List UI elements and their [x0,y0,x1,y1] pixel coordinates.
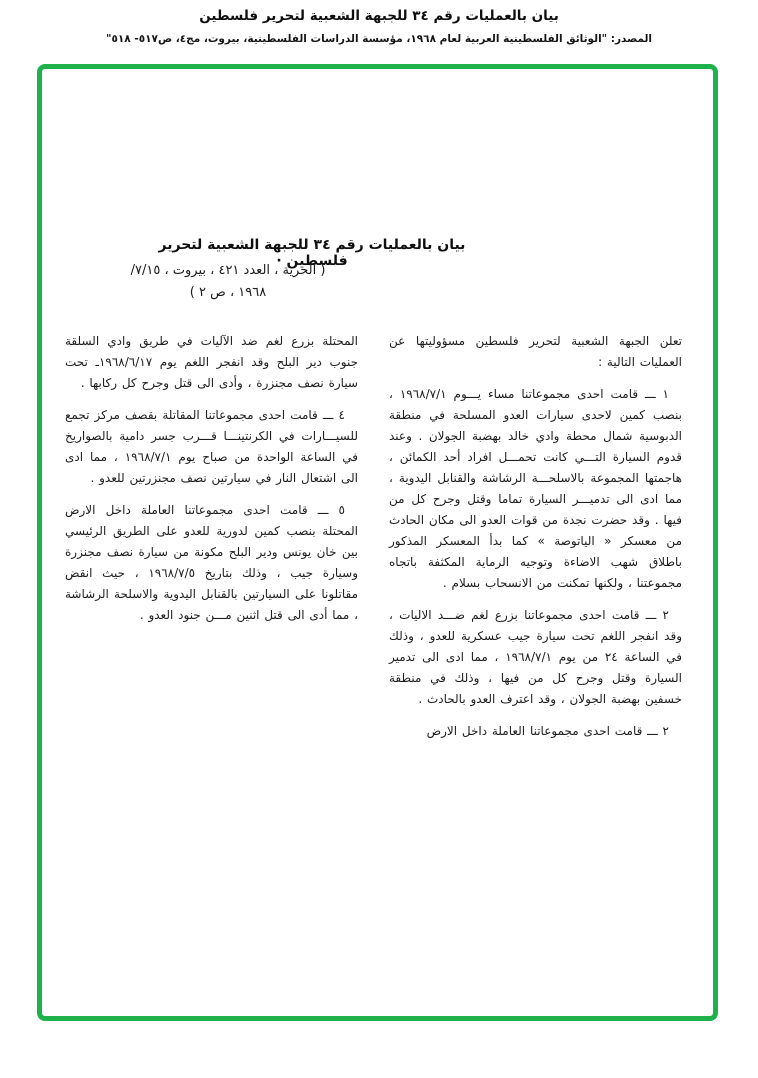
operation-item-3-start: ٢ ـــ قامت احدى مجموعاتنا العاملة داخل الارض [426,724,669,738]
operation-item-3-continuation: المحتلة بزرع لغم ضد الآليات في طريق وادي السلقة جنوب دير البلح وقد انفجر اللغم يوم ١٩٦٨/٦/١٧ـ تحت سيارة نصف مجنزرة ، وأدى الى قتل وجرح كل ركابها . [65,334,358,390]
document-citation-line1: ( الحرية ، العدد ٤٢١ ، بيروت ، ١٥‏/‏٧‏/ [130,263,326,278]
left-column [65,331,358,637]
document-frame [37,64,718,1021]
operation-item-5: ٥ ـــ قامت احدى مجموعاتنا العاملة داخل الارض المحتلة بنصب كمين لدورية للعدو على الطريق الرئيسي بين خان يونس ودير البلح مكونة من سيارة نصف مجنزرة وسيارة جيب ، وذلك بتاريخ ١٩٦٨/٧/٥ ، حيث انقض مقاتلونا على السيارتين بالقنابل اليدوية والاسلحة الرشاشة ، مما أدى الى قتل اثنين مـــن جنود العدو . [65,503,358,622]
document-title: بيان بالعمليات رقم ٣٤ للجبهة الشعبية لتحرير فلسطين · [158,237,466,269]
document-citation-line2: ١٩٦٨ ، ص ٢ ) [189,285,267,300]
operation-item-4: ٤ ـــ قامت احدى مجموعاتنا المقاتلة بقصف مركز تجمع للسيـــارات في الكرنتينـــا قـــرب جسر دامية بالصواريخ في الساعة الواحدة من صباح يوم ١٩٦٨/٧/١ ، مما ادى الى اشتعال النار في سيارتين نصف مجنزرتين للعدو . [65,408,358,485]
right-column [389,331,682,753]
operation-item-1: ١ ـــ قامت احدى مجموعاتنا مساء يـــوم ١٩٦٨/٧/١ ، بنصب كمين لاحدى سيارات العدو المسلحة في منطقة الدبوسية شمال محطة وادي خالد بهضبة الجولان . وعند قدوم السيارة التـــي كانت تحمـــل افراد أحد الكمائن ، هاجمتها المجموعة بالاسلحـــة الرشاشة والقنابل اليدوية ، مما ادى الى تدميـــر السيارة تماما وقتل وجرح كل من فيها . وقد حضرت نجدة من قوات العدو الى مكان الحادث من معسكر « الياتوصة » كما بدأ المعسكر المذكور باطلاق شهب الاضاءة وتوجيه الرماية المكثفة باتجاه مجموعتنا ، ولكنها تمكنت من الانسحاب بسلام . [389,387,682,590]
page-source-citation: المصدر: "الوثائق الفلسطينية العربية لعام ١٩٦٨، مؤسسة الدراسات الفلسطينية، بيروت، مج٤، ص٥١٧- ٥١٨" [105,33,653,45]
page-title: بيان بالعمليات رقم ٣٤ للجبهة الشعبية لتحرير فلسطين [199,8,559,24]
intro-paragraph: تعلن الجبهة الشعبية لتحرير فلسطين مسؤوليتها عن العمليات التالية : [389,334,682,369]
operation-item-2: ٢ ـــ قامت احدى مجموعاتنا بزرع لغم ضـــد الاليات ، وقد انفجر اللغم تحت سيارة جيب عسكرية للعدو ، وذلك في الساعة ٢٤ من يوم ١٩٦٨/٧/١ ، مما ادى الى تدمير السيارة وقتل وجرح كل من فيها ، وذلك في منطقة خسفين بهضبة الجولان ، وقد اعترف العدو بالحادث . [389,608,683,706]
